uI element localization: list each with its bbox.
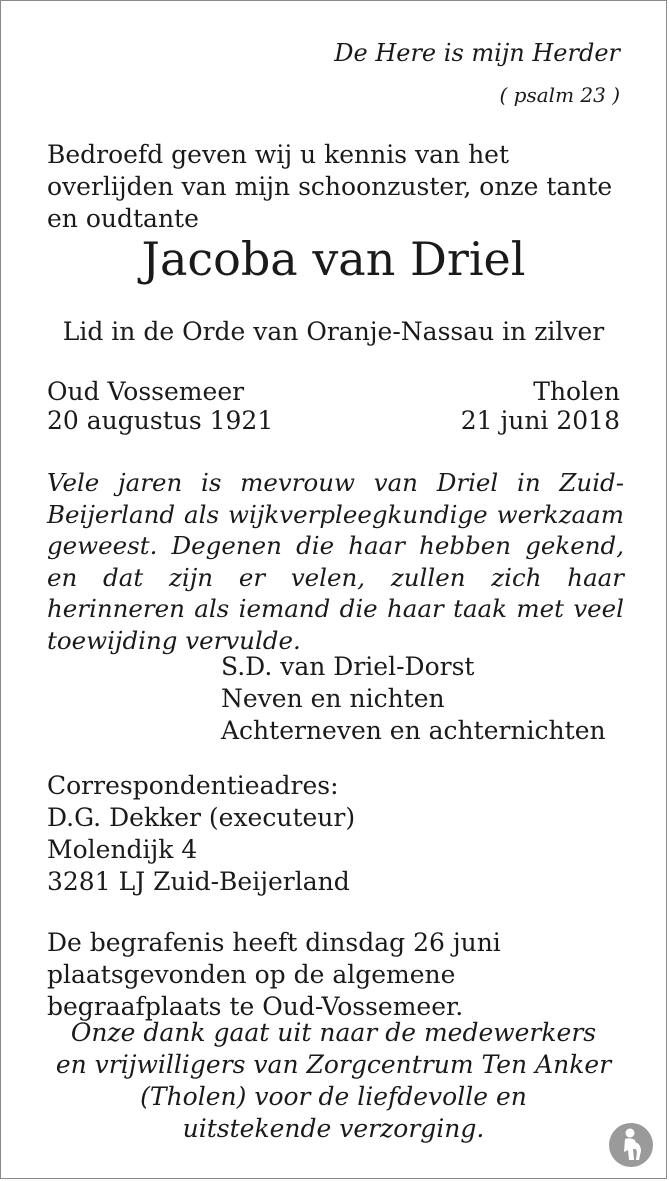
correspondence-address [47,770,355,898]
tribute-text: Vele jaren is mevrouw van Driel in Zuid-Beijerland als wijkverpleegkundige werkzaam geweest. Degenen die haar hebben gekend, en dat zijn er velen, zullen zich haar herinneren als iemand die haar taak met veel toewijding vervulde. [47,468,624,655]
address-line: Correspondentieadres: [47,771,339,800]
thanks-line: en vrijwilligers van Zorgcentrum Ten Anker [55,1050,612,1079]
thanks-text [1,1017,666,1145]
family-member: S.D. van Driel-Dorst [221,652,475,681]
thanks-line: (Tholen) voor de liefdevolle en [140,1082,527,1111]
deceased-name: Jacoba van Driel [141,232,526,286]
address-line: 3281 LJ Zuid-Beijerland [47,867,350,896]
motto: De Here is mijn Herder [334,39,620,67]
address-line: D.G. Dekker (executeur) [47,803,356,832]
family-list [221,651,606,747]
death-date: 21 juni 2018 [460,406,620,435]
psalm-reference: ( psalm 23 ) [499,83,620,107]
thanks-line: Onze dank gaat uit naar de medewerkers [70,1018,597,1047]
intro-text: Bedroefd geven wij u kennis van het overlijden van mijn schoonzuster, onze tante en oudtante [47,140,613,233]
honour-line: Lid in de Orde van Oranje-Nassau in zilver [62,317,605,346]
family-member: Achterneven en achternichten [221,716,606,745]
mourning-figure-logo-icon [608,1122,654,1168]
thanks-line: uitstekende verzorging. [182,1114,485,1143]
family-member: Neven en nichten [221,684,445,713]
funeral-notice: De begrafenis heeft dinsdag 26 juni plaatsgevonden op de algemene begraafplaats te Oud-Vossemeer. [47,928,501,1021]
death-place: Tholen [533,377,620,406]
birth-date: 20 augustus 1921 [47,406,274,435]
address-line: Molendijk 4 [47,835,198,864]
birth-place: Oud Vossemeer [47,377,245,406]
